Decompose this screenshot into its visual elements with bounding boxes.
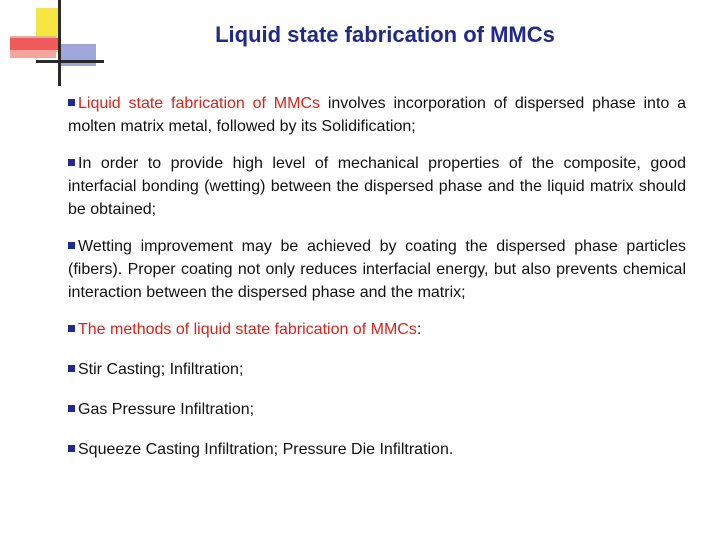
- bullet-paragraph: [68, 235, 686, 304]
- paragraph-text: In order to provide high level of mechanical properties of the composite, good interfacial bonding (wetting) between the dispersed phase and the liquid matrix should be obtained;: [68, 155, 686, 218]
- deco-horizontal-line: [36, 60, 104, 63]
- slide-body: [68, 92, 686, 478]
- bullet-square-icon: [68, 445, 75, 452]
- slide-title: Liquid state fabrication of MMCs: [215, 22, 555, 47]
- paragraph-text: Squeeze Casting Infiltration; Pressure Die Infiltration.: [78, 441, 454, 458]
- paragraph-text: :: [416, 321, 422, 338]
- bullet-square-icon: [68, 159, 75, 166]
- bullet-square-icon: [68, 405, 75, 412]
- bullet-square-icon: [68, 325, 75, 332]
- bullet-paragraph: [68, 318, 686, 341]
- bullet-paragraph: [68, 358, 686, 381]
- paragraph-text: Wetting improvement may be achieved by coating the dispersed phase particles (fibers). Proper coating not only reduces interfacial energy, but also prevents chemical interaction between the dispersed phase and the matrix;: [68, 238, 686, 301]
- bullet-square-icon: [68, 365, 75, 372]
- bullet-paragraph: [68, 152, 686, 221]
- bullet-paragraph: [68, 398, 686, 421]
- highlighted-phrase: The methods of liquid state fabrication of MMCs: [78, 321, 417, 338]
- paragraph-text: Stir Casting; Infiltration;: [78, 361, 244, 378]
- bullet-paragraph: [68, 438, 686, 461]
- highlighted-phrase: Liquid state fabrication of MMCs: [78, 95, 321, 112]
- bullet-paragraph: [68, 92, 686, 138]
- paragraph-text: involves incorporation of dispersed phase into a molten matrix metal, followed by its Solidification;: [68, 95, 687, 135]
- paragraph-text: Gas Pressure Infiltration;: [78, 401, 255, 418]
- bullet-square-icon: [68, 99, 75, 106]
- bullet-square-icon: [68, 242, 75, 249]
